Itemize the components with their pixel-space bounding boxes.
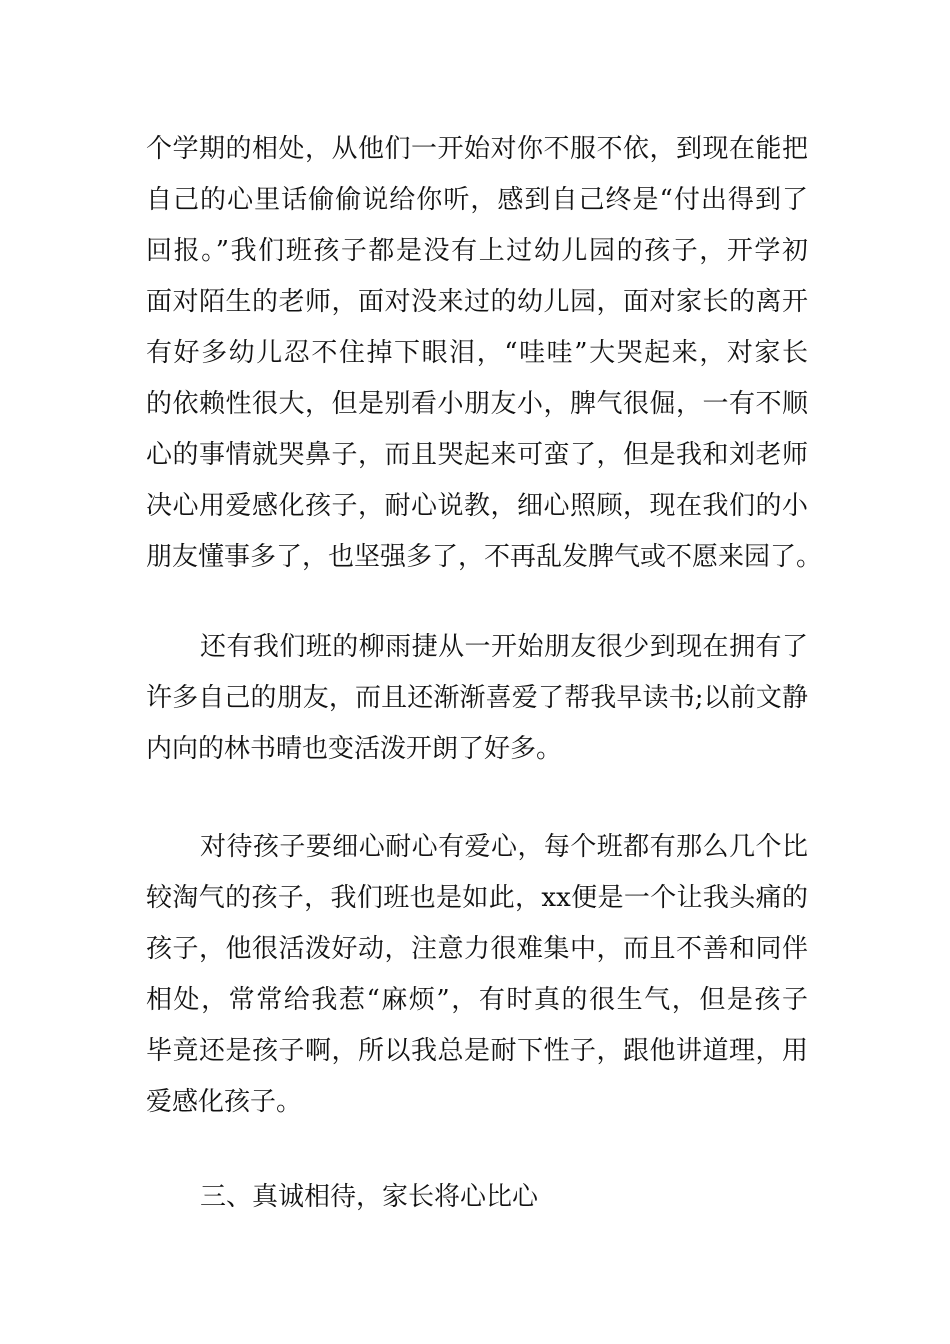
text-line: 的依赖性很大，但是别看小朋友小，脾气很倔，一有不顺 xyxy=(146,389,808,419)
text-line: 面对陌生的老师，面对没来过的幼儿园，面对家长的离开 xyxy=(146,287,808,317)
text-line: 对待孩子要细心耐心有爱心，每个班都有那么几个比 xyxy=(200,832,808,862)
text-line: 内向的林书晴也变活泼开朗了好多。 xyxy=(146,734,563,764)
text-line: 朋友懂事多了，也坚强多了，不再乱发脾气或不愿来园了。 xyxy=(146,542,823,572)
text-line: 个学期的相处，从他们一开始对你不服不依，到现在能把 xyxy=(146,134,808,164)
section-heading xyxy=(146,1172,808,1223)
text-line: 决心用爱感化孩子，耐心说教，细心照顾，现在我们的小 xyxy=(146,491,808,521)
text-line: 回报。”我们班孩子都是没有上过幼儿园的孩子，开学初 xyxy=(146,236,808,266)
text-line: 自己的心里话偷偷说给你听，感到自己终是“付出得到了 xyxy=(146,185,808,215)
text-line: 毕竟还是孩子啊，所以我总是耐下性子，跟他讲道理，用 xyxy=(146,1036,808,1066)
text-line: 相处，常常给我惹“麻烦”，有时真的很生气，但是孩子 xyxy=(146,985,808,1015)
paragraph-2 xyxy=(146,622,808,775)
text-line: 孩子，他很活泼好动，注意力很难集中，而且不善和同伴 xyxy=(146,934,808,964)
section-heading-text: 三、真诚相待，家长将心比心 xyxy=(200,1182,539,1212)
paragraph-1 xyxy=(146,124,823,583)
text-line: 许多自己的朋友，而且还渐渐喜爱了帮我早读书;以前文静 xyxy=(146,683,808,713)
text-line: 较淘气的孩子，我们班也是如此，xx便是一个让我头痛的 xyxy=(146,883,808,913)
text-line: 心的事情就哭鼻子，而且哭起来可蛮了，但是我和刘老师 xyxy=(146,440,808,470)
text-line: 还有我们班的柳雨捷从一开始朋友很少到现在拥有了 xyxy=(200,632,808,662)
paragraph-3 xyxy=(146,822,808,1128)
text-line: 有好多幼儿忍不住掉下眼泪，“哇哇”大哭起来，对家长 xyxy=(146,338,808,368)
text-line: 爱感化孩子。 xyxy=(146,1087,303,1117)
